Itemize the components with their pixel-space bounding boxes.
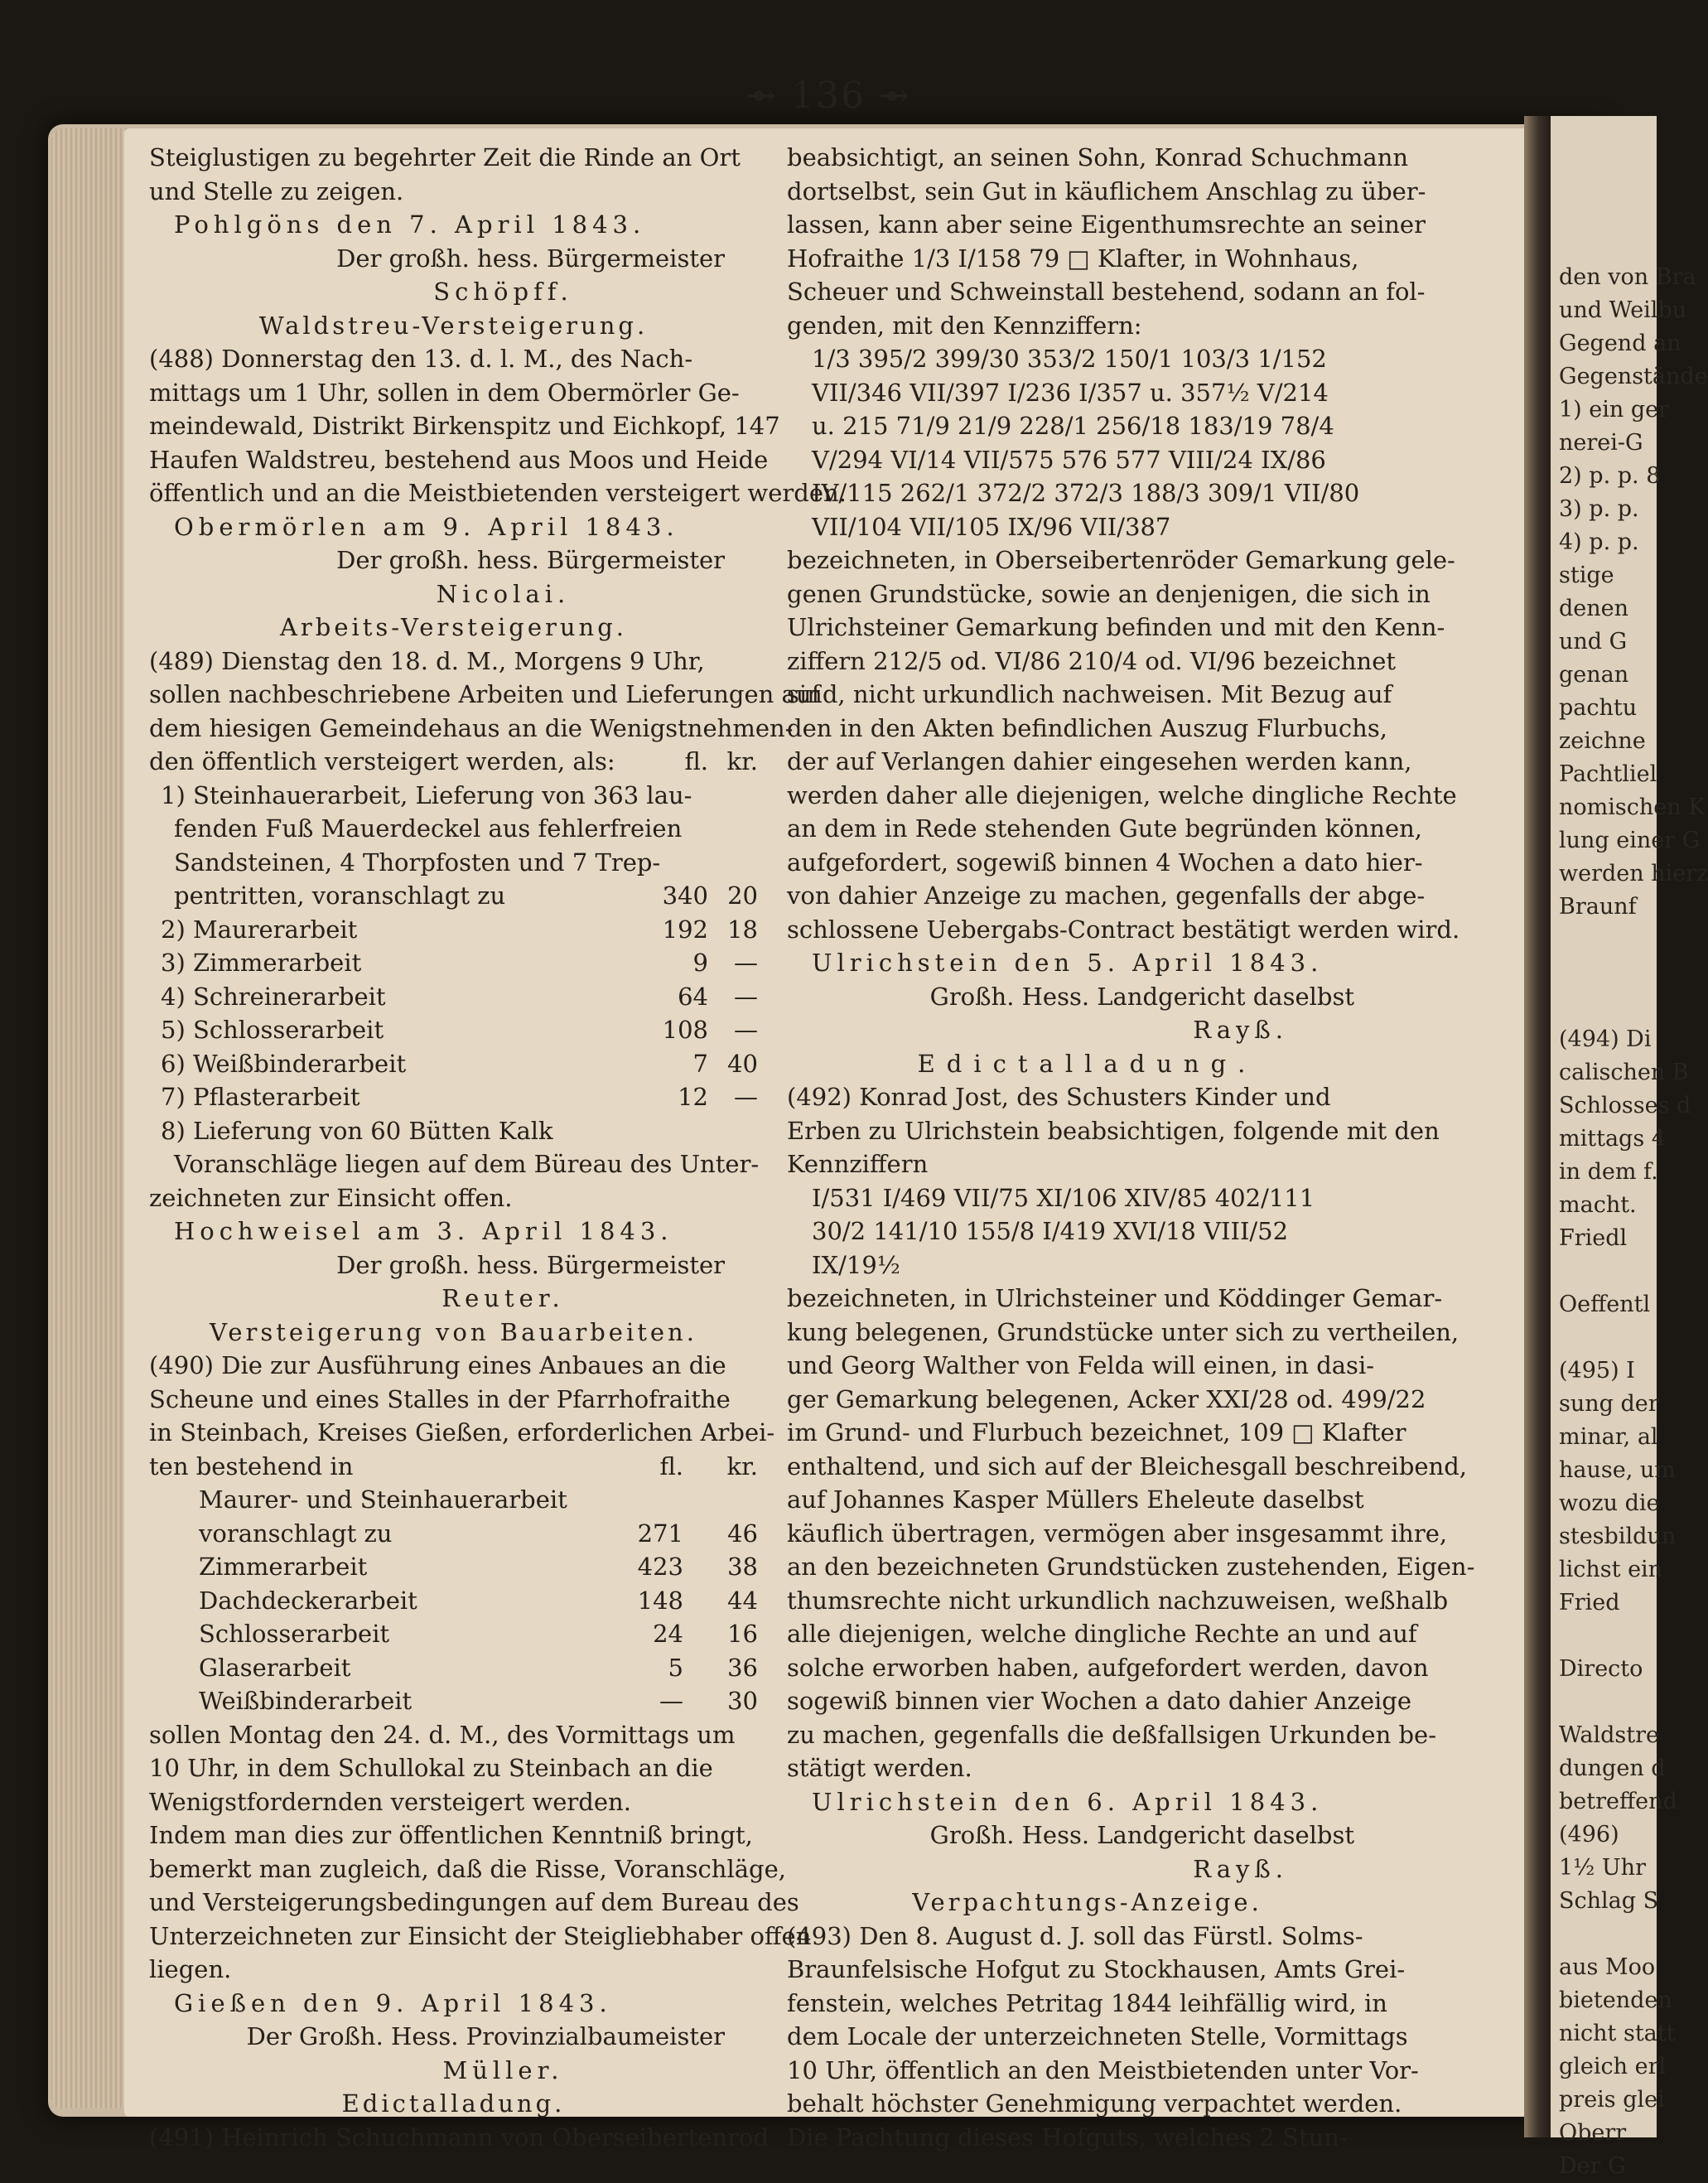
facing-page-line: 4) p. p. xyxy=(1559,529,1639,555)
text-line: (490) Die zur Ausführung eines Anbaues an die xyxy=(149,1351,726,1379)
unit-kr: kr. xyxy=(726,747,758,775)
place-date: Hochweisel am 3. April 1843. xyxy=(174,1217,673,1245)
cost-fl: 5 xyxy=(668,1653,683,1682)
text-line: (491) Heinrich Schuchmann von Oberseibertenrod xyxy=(149,2123,770,2152)
cost-row xyxy=(149,1114,758,1148)
place-date: Gießen den 9. April 1843. xyxy=(174,1988,612,2017)
signature-name: Rayß. xyxy=(1193,1854,1288,1883)
signature-title: Großh. Hess. Landgericht daselbst xyxy=(929,982,1354,1011)
cost-label: Schlosserarbeit xyxy=(199,1620,390,1648)
text-line: Die Pachtung dieses Hofguts, welches 2 Stun- xyxy=(787,2123,1348,2152)
section-heading-489: Arbeits-Versteigerung. xyxy=(279,613,628,641)
facing-page-line: nerei-G xyxy=(1559,430,1643,456)
cost-kr: 30 xyxy=(727,1687,758,1715)
facing-page-line: stesbildun xyxy=(1559,1524,1677,1549)
text-line: genden, mit den Kennziffern: xyxy=(787,311,1142,340)
text-line: solche erworben haben, aufgefordert werden, davon xyxy=(787,1653,1429,1682)
cost-fl: 271 xyxy=(637,1519,683,1548)
signature-title: Der großh. hess. Bürgermeister xyxy=(336,1250,725,1279)
cost-row xyxy=(149,1550,758,1584)
signature-title: Der Großh. Hess. Provinzialbaumeister xyxy=(246,2022,725,2050)
cost-kr: 40 xyxy=(727,1049,758,1078)
text-line: Steiglustigen zu begehrter Zeit die Rinde an Ort xyxy=(149,143,741,171)
facing-page-line: bietenden xyxy=(1559,1987,1672,2013)
facing-page-line: Fried xyxy=(1559,1590,1620,1616)
facing-page-line: lung einer G xyxy=(1559,828,1701,853)
text-line: Hofraithe 1/3 I/158 79 □ Klafter, in Wohnhaus, xyxy=(787,244,1359,273)
text-line: liegen. xyxy=(149,1955,232,1983)
cost-kr: — xyxy=(734,949,758,977)
facing-page-line: Gegenstände xyxy=(1559,364,1708,389)
cost-row xyxy=(149,946,758,980)
facing-page-line: dungen d xyxy=(1559,1756,1666,1781)
facing-page-line: Braunf xyxy=(1559,894,1637,920)
cost-row xyxy=(149,1013,758,1047)
facing-page-line: 3) p. p. xyxy=(1559,496,1639,522)
facing-page-line: 1½ Uhr xyxy=(1559,1855,1646,1881)
kennziffer-line: 30/2 141/10 155/8 I/419 XVI/18 VIII/52 xyxy=(812,1217,1289,1245)
text-line: den in den Akten befindlichen Auszug Flurbuchs, xyxy=(787,713,1387,742)
text-line: dem hiesigen Gemeindehaus an die Wenigstnehmen- xyxy=(149,713,794,742)
text-line: sollen Montag den 24. d. M., des Vormittags um xyxy=(149,1720,736,1749)
text-line: und Georg Walther von Felda will einen, in dasi- xyxy=(787,1351,1375,1379)
facing-page-line: macht. xyxy=(1559,1192,1637,1218)
cost-fl: 423 xyxy=(637,1553,683,1581)
ornament-left: ⇴ xyxy=(745,75,791,117)
cost-fl: — xyxy=(659,1687,683,1715)
text-line: (488) Donnerstag den 13. d. l. M., des Nach- xyxy=(149,345,693,373)
facing-page-line: 2) p. p. 8 xyxy=(1559,463,1661,489)
facing-page-line: 1) ein ger xyxy=(1559,397,1670,423)
facing-page-line: Oeffentl xyxy=(1559,1292,1651,1317)
text-line: dem Locale der unterzeichneten Stelle, Vormittags xyxy=(787,2022,1408,2050)
facing-page-line: Directo xyxy=(1559,1656,1643,1682)
facing-page-line xyxy=(1551,990,1657,1023)
cost-fl: 340 xyxy=(662,881,708,910)
cost-label: voranschlagt zu xyxy=(199,1519,393,1548)
text-line: Haufen Waldstreu, bestehend aus Moos und Heide xyxy=(149,445,769,474)
text-line: Scheuer und Schweinstall bestehend, sodann an fol- xyxy=(787,278,1426,306)
page-number: ⇴ 136 ⇴ xyxy=(745,75,911,117)
facing-page-line: zeichne xyxy=(1559,728,1646,754)
right-column xyxy=(787,141,1475,2154)
facing-page-line: Friedl xyxy=(1559,1225,1628,1251)
text-line: Braunfelsische Hofgut zu Stockhausen, Amts Grei- xyxy=(787,1955,1406,1983)
cost-fl xyxy=(650,1114,708,1148)
facing-page-line: stige xyxy=(1559,563,1614,588)
kennziffer-line: IV/115 262/1 372/2 372/3 188/3 309/1 VII/80 xyxy=(812,479,1360,507)
text-line: Indem man dies zur öffentlichen Kenntniß bringt, xyxy=(149,1821,753,1849)
facing-page-line: den von Bra xyxy=(1559,264,1696,290)
text-line: fenstein, welches Petritag 1844 leihfällig wird, in xyxy=(787,1988,1387,2017)
facing-page-line: und Weilbu xyxy=(1559,297,1687,323)
text-line: bezeichneten, in Oberseibertenröder Gemarkung gele- xyxy=(787,546,1455,574)
unit-fl: fl. xyxy=(684,747,708,775)
facing-page-line: pachtu xyxy=(1559,695,1638,721)
facing-page-line: gleich erl xyxy=(1559,2054,1667,2079)
cost-row xyxy=(149,1080,758,1114)
facing-page-line: (494) Di xyxy=(1559,1026,1652,1052)
cost-row xyxy=(149,1684,758,1718)
text-line: aufgefordert, sogewiß binnen 4 Wochen a dato hier- xyxy=(787,848,1423,877)
text-line: dortselbst, sein Gut in käuflichem Anschlag zu über- xyxy=(787,176,1426,205)
text-line: Kennziffern xyxy=(787,1150,929,1178)
cost-label: Glaserarbeit xyxy=(199,1653,351,1682)
facing-page-line xyxy=(1551,1686,1657,1719)
text-line: ten bestehend in xyxy=(149,1451,354,1480)
cost-row xyxy=(149,980,758,1014)
text-line: kung belegenen, Grundstücke unter sich zu vertheilen, xyxy=(787,1317,1460,1346)
cost-kr: 16 xyxy=(727,1620,758,1648)
kennziffer-line: VII/104 VII/105 IX/96 VII/387 xyxy=(812,512,1171,541)
left-column xyxy=(149,141,847,2154)
text-line-with-units xyxy=(149,1450,758,1484)
text-line: alle diejenigen, welche dingliche Rechte an und auf xyxy=(787,1620,1417,1648)
facing-page-line: wozu die xyxy=(1559,1490,1660,1516)
facing-page-line: nomischen K xyxy=(1559,794,1706,820)
cost-kr: 18 xyxy=(727,915,758,944)
place-date: Ulrichstein den 5. April 1843. xyxy=(812,949,1324,977)
facing-page-line: mittags 4 xyxy=(1559,1126,1666,1152)
book-gutter xyxy=(1524,116,1553,2137)
cost-kr: — xyxy=(734,982,758,1011)
cost-label: 3) Zimmerarbeit xyxy=(161,949,362,977)
facing-page-line: nicht statt xyxy=(1559,2021,1676,2046)
text-line: enthaltend, und sich auf der Bleichesgall beschreibend, xyxy=(787,1451,1468,1480)
cost-fl: 64 xyxy=(678,982,708,1011)
cost-kr xyxy=(683,1483,758,1517)
cost-row xyxy=(149,913,758,947)
facing-page-line: Schlag S xyxy=(1559,1888,1659,1914)
facing-page-line: hause, um xyxy=(1559,1457,1676,1483)
text-line: und Versteigerungsbedingungen auf dem Bureau des xyxy=(149,1888,799,1916)
section-heading-492: Edictalladung. xyxy=(917,1049,1257,1078)
facing-page-line: calischen B xyxy=(1559,1060,1689,1085)
text-line: fenden Fuß Mauerdeckel aus fehlerfreien xyxy=(174,814,683,843)
cost-fl: 7 xyxy=(692,1049,708,1078)
signature-name: Nicolai. xyxy=(436,579,571,608)
text-line: Scheune und eines Stalles in der Pfarrhofraithe xyxy=(149,1384,731,1413)
text-line: zeichneten zur Einsicht offen. xyxy=(149,1183,513,1212)
cost-row xyxy=(149,879,758,913)
text-line: auf Johannes Kasper Müllers Eheleute daselbst xyxy=(787,1485,1364,1514)
cost-row xyxy=(149,1651,758,1685)
facing-page-line xyxy=(1551,1255,1657,1288)
text-line: stätigt werden. xyxy=(787,1754,972,1782)
kennziffer-line: I/531 I/469 VII/75 XI/106 XIV/85 402/111 xyxy=(812,1183,1315,1212)
cost-kr: 46 xyxy=(727,1519,758,1548)
cost-row xyxy=(149,1617,758,1651)
text-line: behalt höchster Genehmigung verpachtet werden. xyxy=(787,2089,1402,2118)
text-line: thumsrechte nicht urkundlich nachzuweisen, weßhalb xyxy=(787,1586,1449,1615)
facing-page-line xyxy=(1551,957,1657,990)
facing-page-line: sung der xyxy=(1559,1391,1659,1417)
cost-kr xyxy=(708,1114,758,1148)
cost-kr: — xyxy=(734,1016,758,1044)
facing-page-line xyxy=(1551,1321,1657,1355)
text-line: öffentlich und an die Meistbietenden versteigert werden. xyxy=(149,479,847,507)
cost-kr: 36 xyxy=(727,1653,758,1682)
text-line: genen Grundstücke, sowie an denjenigen, die sich in xyxy=(787,579,1431,608)
cost-kr: 38 xyxy=(727,1553,758,1581)
cost-fl xyxy=(567,1483,683,1517)
cost-kr: 20 xyxy=(727,881,758,910)
cost-row xyxy=(149,1584,758,1618)
facing-page-line: aus Moo xyxy=(1559,1954,1656,1980)
facing-page-line: denen xyxy=(1559,596,1629,621)
section-heading-488: Waldstreu-Versteigerung. xyxy=(258,311,649,340)
unit-fl: fl. xyxy=(659,1451,683,1480)
unit-kr: kr. xyxy=(726,1451,758,1480)
facing-page-line: preis glei xyxy=(1559,2087,1665,2113)
facing-page-line: Schlosses d xyxy=(1559,1093,1691,1118)
text-line: (492) Konrad Jost, des Schusters Kinder und xyxy=(787,1083,1331,1111)
text-line: lassen, kann aber seine Eigenthumsrechte an seiner xyxy=(787,210,1426,239)
text-line: von dahier Anzeige zu machen, gegenfalls der abge- xyxy=(787,881,1426,910)
facing-page-line: Pachtliel xyxy=(1559,761,1657,787)
text-line: 10 Uhr, in dem Schullokal zu Steinbach an die xyxy=(149,1754,713,1782)
facing-page-line: minar, al xyxy=(1559,1424,1658,1450)
place-date: Obermörlen am 9. April 1843. xyxy=(174,512,679,541)
facing-page-line: (496) xyxy=(1559,1822,1619,1847)
kennziffer-line: IX/19½ xyxy=(812,1250,900,1279)
cost-label: pentritten, voranschlagt zu xyxy=(174,881,506,910)
facing-page-line: lichst ein xyxy=(1559,1557,1663,1582)
cost-label: Maurer- und Steinhauerarbeit xyxy=(199,1485,567,1514)
cost-label: 5) Schlosserarbeit xyxy=(161,1016,384,1044)
text-line: in Steinbach, Kreises Gießen, erforderlichen Arbei- xyxy=(149,1418,775,1446)
text-line: der auf Verlangen dahier eingesehen werden kann, xyxy=(787,747,1412,775)
facing-page-line xyxy=(1551,1620,1657,1653)
kennziffer-line: 1/3 395/2 399/30 353/2 150/1 103/3 1/152 xyxy=(812,345,1327,373)
cost-row xyxy=(149,1483,758,1517)
cost-kr: 44 xyxy=(727,1586,758,1615)
facing-page-line: genan xyxy=(1559,662,1629,688)
text-line: und Stelle zu zeigen. xyxy=(149,176,404,205)
cost-label: Weißbinderarbeit xyxy=(199,1687,413,1715)
signature-name: Reuter. xyxy=(441,1284,565,1312)
cost-label: 6) Weißbinderarbeit xyxy=(161,1049,407,1078)
cost-kr: — xyxy=(734,1083,758,1111)
text-line: sollen nachbeschriebene Arbeiten und Lieferungen auf xyxy=(149,680,821,708)
cost-label: 4) Schreinerarbeit xyxy=(161,982,386,1011)
cost-label: 7) Pflasterarbeit xyxy=(161,1083,360,1111)
text-line: 10 Uhr, öffentlich an den Meistbietenden unter Vor- xyxy=(787,2055,1419,2084)
facing-page-fragment xyxy=(1551,116,1708,2179)
facing-page-line: in dem f. xyxy=(1559,1159,1658,1185)
text-line: sogewiß binnen vier Wochen a dato dahier Anzeige xyxy=(787,1687,1411,1715)
section-heading-493: Verpachtungs-Anzeige. xyxy=(912,1888,1262,1916)
kennziffer-line: VII/346 VII/397 I/236 I/357 u. 357½ V/214 xyxy=(812,378,1329,407)
cost-fl: 9 xyxy=(692,949,708,977)
cost-fl: 108 xyxy=(662,1016,708,1044)
text-line: Wenigstfordernden versteigert werden. xyxy=(149,1787,631,1816)
cost-row xyxy=(149,1517,758,1551)
text-line: im Grund- und Flurbuch bezeichnet, 109 □ Klafter xyxy=(787,1418,1406,1446)
text-line: Sandsteinen, 4 Thorpfosten und 7 Trep- xyxy=(174,848,661,877)
text-line: käuflich übertragen, vermögen aber insgesammt ihre, xyxy=(787,1519,1448,1548)
section-heading-490: Versteigerung von Bauarbeiten. xyxy=(210,1317,697,1346)
text-line: bemerkt man zugleich, daß die Risse, Voranschläge, xyxy=(149,1854,786,1883)
signature-name: Rayß. xyxy=(1193,1016,1288,1044)
text-line: an den bezeichneten Grundstücken zustehenden, Eigen- xyxy=(787,1553,1475,1581)
text-line: beabsichtigt, an seinen Sohn, Konrad Schuchmann xyxy=(787,143,1409,171)
facing-page-line: Gegend an xyxy=(1559,331,1681,356)
text-line: sind, nicht urkundlich nachweisen. Mit Bezug auf xyxy=(787,680,1392,708)
place-date: Ulrichstein den 6. April 1843. xyxy=(812,1787,1324,1816)
cost-fl: 12 xyxy=(678,1083,708,1111)
text-line: meindewald, Distrikt Birkenspitz und Eichkopf, 147 xyxy=(149,412,780,440)
facing-page-line: und G xyxy=(1559,629,1628,654)
text-line: Voranschläge liegen auf dem Büreau des Unter- xyxy=(174,1150,760,1178)
cost-label: 8) Lieferung von 60 Bütten Kalk xyxy=(161,1116,553,1145)
text-line: an dem in Rede stehenden Gute begründen können, xyxy=(787,814,1423,843)
text-line: ziffern 212/5 od. VI/86 210/4 od. VI/96 bezeichnet xyxy=(787,646,1397,675)
place-date: Pohlgöns den 7. April 1843. xyxy=(174,210,646,239)
cost-label: Dachdeckerarbeit xyxy=(199,1586,417,1615)
kennziffer-line: V/294 VI/14 VII/575 576 577 VIII/24 IX/86 xyxy=(812,445,1326,474)
text-line: Erben zu Ulrichstein beabsichtigen, folgende mit den xyxy=(787,1116,1440,1145)
text-line: 1) Steinhauerarbeit, Lieferung von 363 lau- xyxy=(161,780,692,809)
facing-page-line: Oberr xyxy=(1559,2120,1627,2146)
ornament-right: ⇴ xyxy=(865,75,911,117)
facing-page-line xyxy=(1551,924,1657,957)
text-line: schlossene Uebergabs-Contract bestätigt werden wird. xyxy=(787,915,1460,944)
signature-name: Müller. xyxy=(442,2055,564,2084)
text-line: zu machen, gegenfalls die deßfallsigen Urkunden be- xyxy=(787,1720,1437,1749)
signature-title: Großh. Hess. Landgericht daselbst xyxy=(929,1821,1354,1849)
facing-page-line: Der G xyxy=(1559,2153,1626,2179)
facing-page-line: Waldstre xyxy=(1559,1722,1660,1748)
text-line: bezeichneten, in Ulrichsteiner und Köddinger Gemar- xyxy=(787,1284,1443,1312)
cost-fl: 24 xyxy=(653,1620,683,1648)
text-line-with-units xyxy=(149,745,758,779)
signature-title: Der großh. hess. Bürgermeister xyxy=(336,244,725,273)
kennziffer-line: u. 215 71/9 21/9 228/1 256/18 183/19 78/4 xyxy=(812,412,1334,440)
text-line: den öffentlich versteigert werden, als: xyxy=(149,747,615,775)
text-line: ger Gemarkung belegenen, Acker XXI/28 od. 499/22 xyxy=(787,1384,1426,1413)
cost-fl: 148 xyxy=(637,1586,683,1615)
text-line: Unterzeichneten zur Einsicht der Steigliebhaber offen xyxy=(149,1921,812,1950)
cost-fl: 192 xyxy=(662,915,708,944)
cost-label: Zimmerarbeit xyxy=(199,1553,368,1581)
section-heading-491: Edictalladung. xyxy=(341,2089,566,2118)
facing-page-line xyxy=(1551,1918,1657,1951)
signature-name: Schöpff. xyxy=(433,278,573,306)
cost-row xyxy=(149,1047,758,1081)
cost-label: 2) Maurerarbeit xyxy=(161,915,358,944)
signature-title: Der großh. hess. Bürgermeister xyxy=(336,546,725,574)
facing-page-line: (495) I xyxy=(1559,1358,1635,1384)
text-line: werden daher alle diejenigen, welche dingliche Rechte xyxy=(787,780,1457,809)
facing-page-line: werden hierz xyxy=(1559,861,1708,886)
text-line: (489) Dienstag den 18. d. M., Morgens 9 Uhr, xyxy=(149,646,705,675)
text-line: mittags um 1 Uhr, sollen in dem Obermörler Ge- xyxy=(149,378,740,407)
text-line: (493) Den 8. August d. J. soll das Fürstl. Solms- xyxy=(787,1921,1363,1950)
facing-page-line: betreffend xyxy=(1559,1789,1677,1814)
text-line: Ulrichsteiner Gemarkung befinden und mit den Kenn- xyxy=(787,613,1445,641)
